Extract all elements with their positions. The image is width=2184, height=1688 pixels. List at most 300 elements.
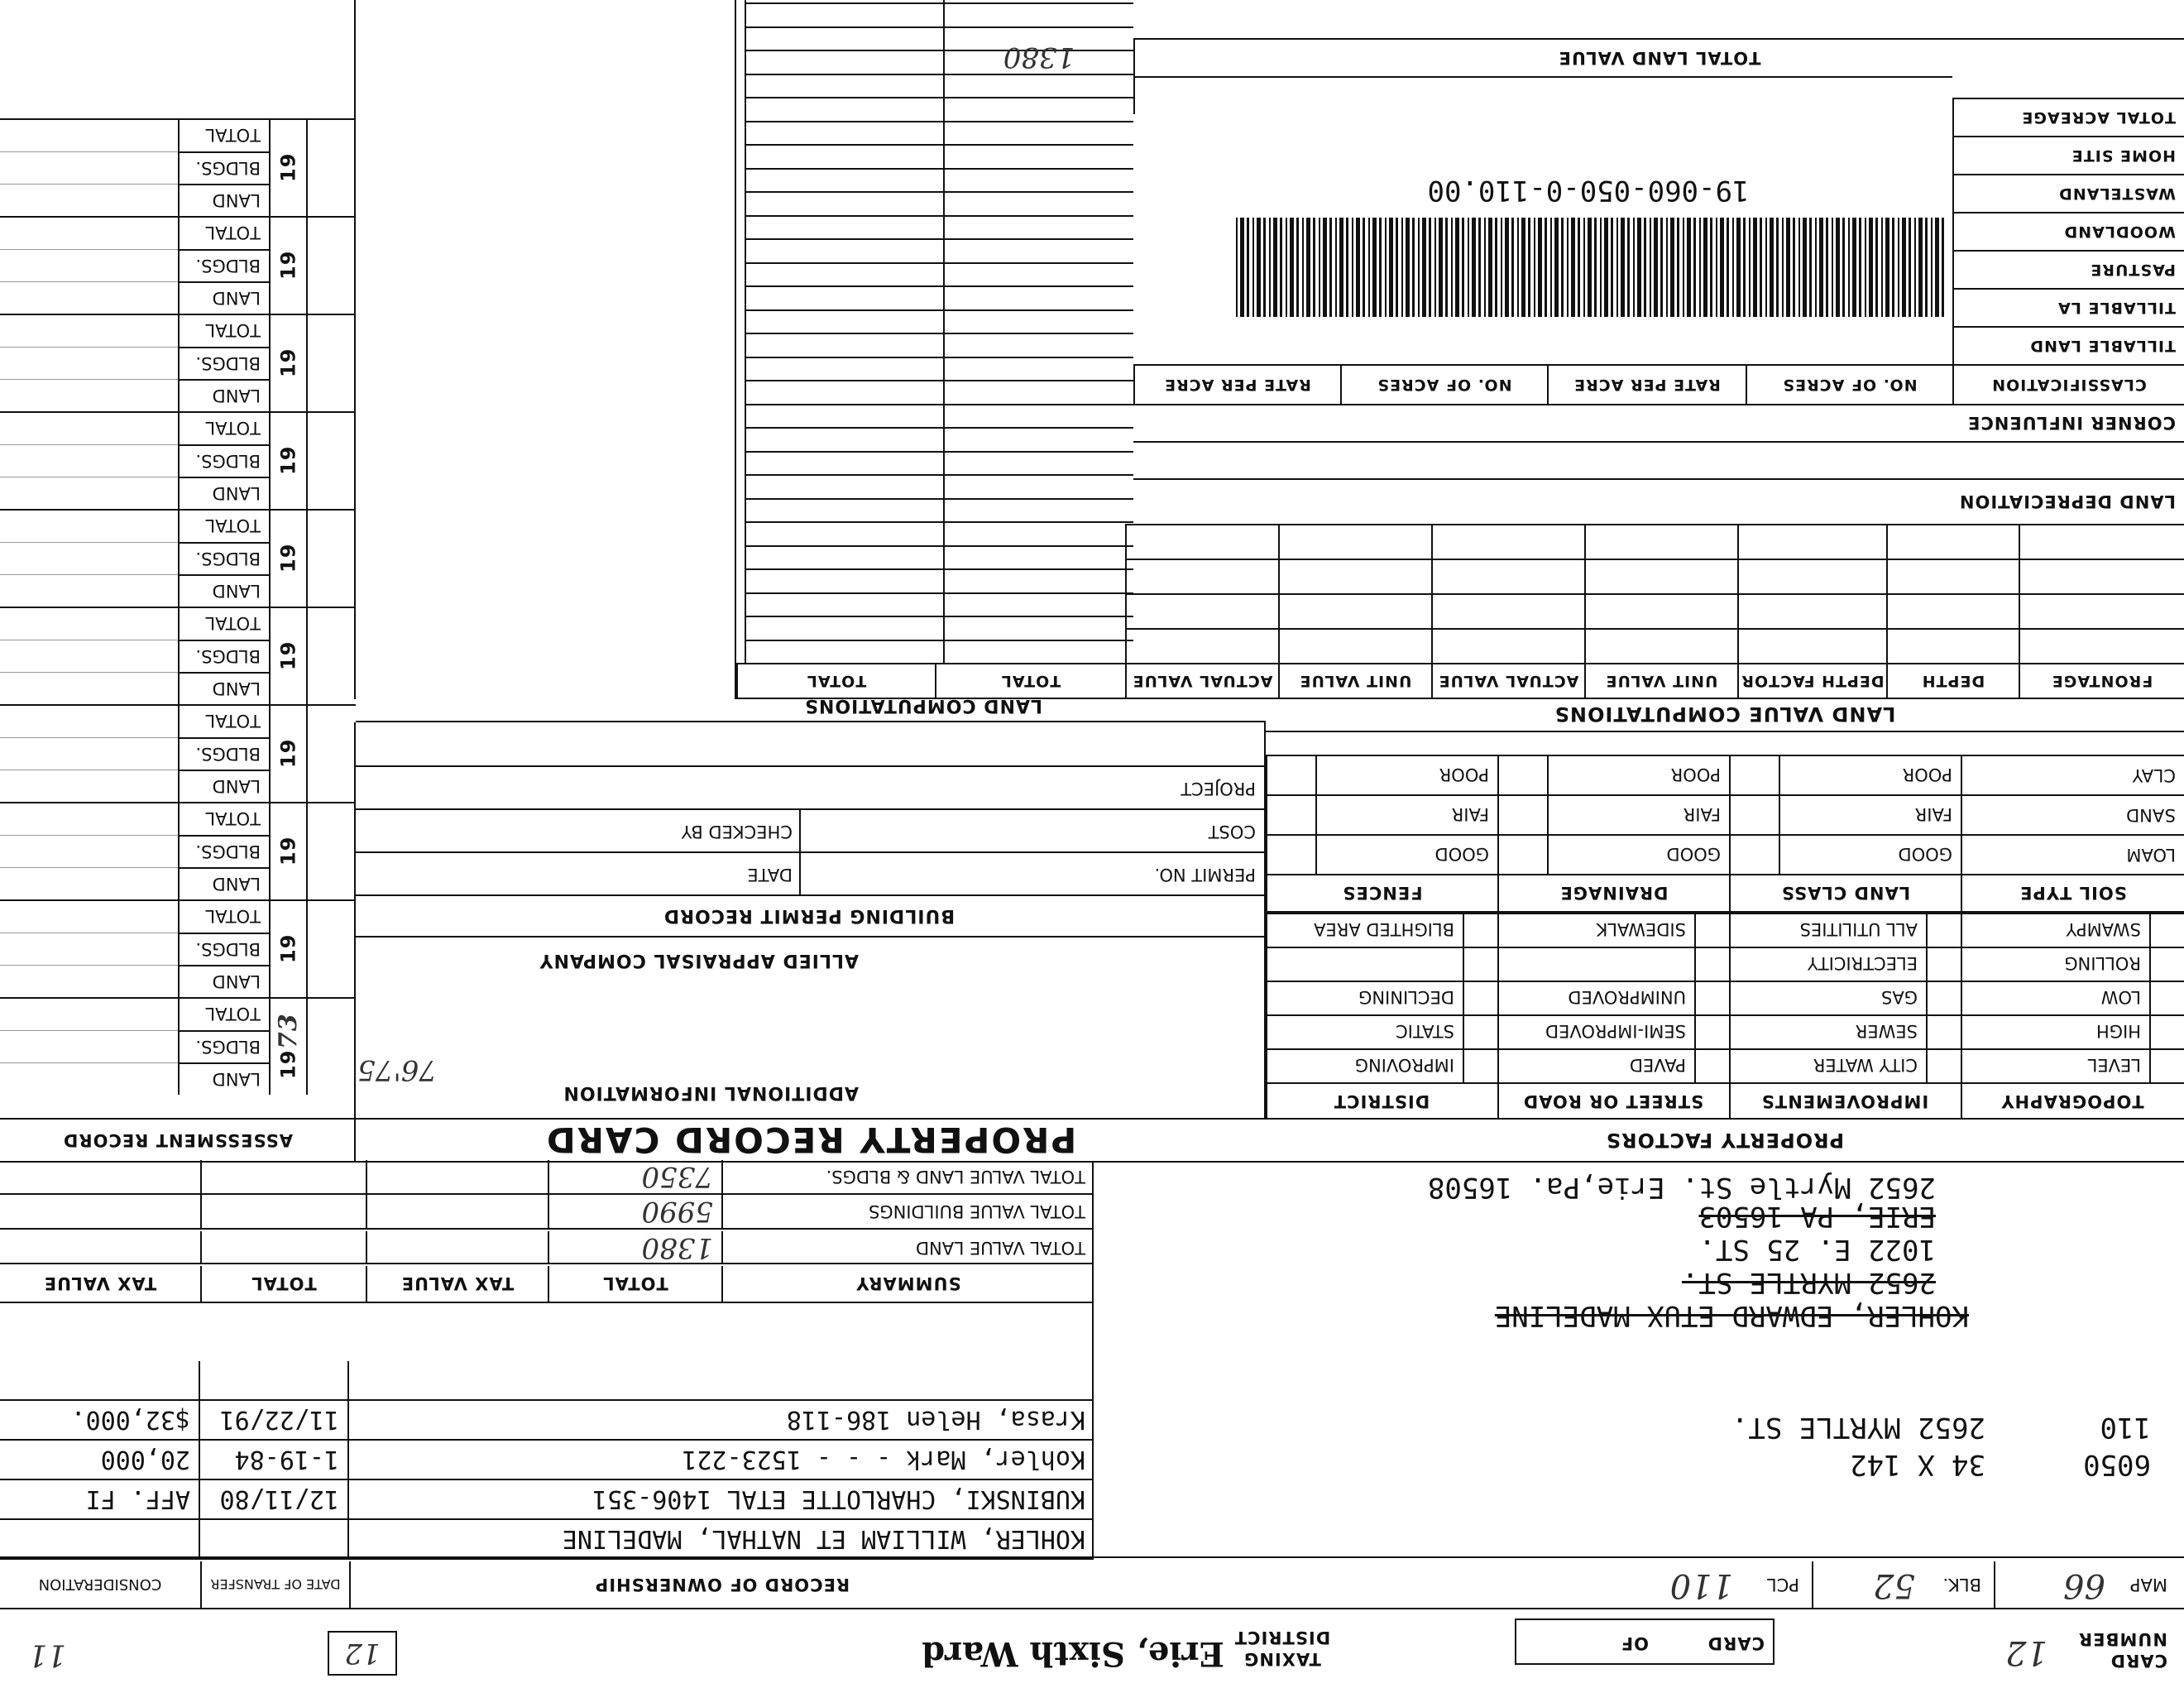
- factor-item-district: BLIGHTED AREA: [1266, 913, 1464, 947]
- owner-name: Krasa, Helen 186-118: [786, 1405, 1085, 1435]
- ownership-row: [0, 1520, 1094, 1560]
- summary-row-total-2: [200, 1231, 366, 1264]
- barcode-text: 19-060-050-0-110.00: [1427, 174, 1750, 208]
- lv-cell: [2019, 628, 2184, 663]
- property-address-struck: 2652 MYRTLE ST.: [1681, 1266, 1936, 1299]
- soil-grade: POOR: [1779, 755, 1961, 794]
- blk-cell: [1812, 1561, 1994, 1608]
- lv-column-header: UNIT VALUE: [1278, 663, 1431, 698]
- soil-header-soil_type: SOIL TYPE: [1961, 874, 2184, 911]
- permit-row-1-divider: [799, 853, 801, 896]
- assessment-value-cell: [0, 900, 178, 933]
- soil-grade-cell: [1497, 834, 1729, 874]
- summary-tax-label-2: TAX VALUE: [43, 1273, 157, 1294]
- summary-row-label: TOTAL VALUE BUILDINGS: [721, 1195, 1094, 1228]
- assessment-year: [269, 509, 306, 607]
- assessment-value-cell: [0, 119, 178, 151]
- assessment-year-margin: [306, 314, 356, 411]
- factor-column-topography: [1961, 913, 2184, 1120]
- lv-total-row: [745, 640, 1133, 663]
- factor-item-row: [1729, 947, 1961, 981]
- card-number-value: 12: [2005, 1633, 2048, 1671]
- assessment-label-1: BLDGS.: [178, 151, 269, 184]
- assessment-value-cell: [0, 737, 178, 770]
- factor-item-topography: HIGH: [1961, 1014, 2151, 1048]
- assessment-value-cell: [0, 477, 178, 509]
- factor-header-district: DISTRICT: [1266, 1082, 1497, 1120]
- assessment-year: [269, 607, 306, 704]
- consideration-value: 20,000: [0, 1441, 200, 1479]
- permit-no-label: PERMIT NO.: [1154, 865, 1256, 885]
- summary-row-total-2: [200, 1160, 366, 1193]
- lv-total-row: [745, 215, 1133, 238]
- lv-cell: [1431, 559, 1584, 593]
- pcl-label: PCL: [1766, 1575, 1799, 1594]
- assessment-year-margin: [306, 118, 356, 216]
- year-prefix: 19: [276, 640, 300, 670]
- factor-item-improvements: GAS: [1729, 981, 1928, 1014]
- soil-grade-cell: [1266, 794, 1497, 834]
- classification-row-label: HOME SITE: [1952, 136, 2184, 174]
- assessment-year-margin: [306, 411, 356, 509]
- total-land-value-amount: 1380: [943, 38, 1133, 76]
- property-address: 2652 MYRTLE ST.: [1731, 1411, 1985, 1444]
- factor-item-street: UNIMPROVED: [1497, 981, 1696, 1014]
- assessment-year: [269, 899, 306, 997]
- lv-column-header: UNIT VALUE: [1584, 663, 1737, 698]
- lv-total-row: [745, 616, 1133, 640]
- lv-total-row: [745, 309, 1133, 333]
- lv-cell: [1737, 593, 1886, 628]
- soil-row-label: SAND: [1961, 794, 2184, 834]
- assessment-value-cell: [0, 640, 178, 672]
- lv-total-row: [745, 475, 1133, 498]
- taxing-district-value: Erie, Sixth Ward: [922, 1634, 1224, 1673]
- permit-row-2: [354, 808, 1264, 853]
- land-comp-right-rule: [352, 0, 356, 699]
- permit-row-1: [354, 851, 1264, 896]
- assessment-year: [269, 997, 306, 1095]
- ownership-rows: [0, 1369, 1094, 1560]
- property-pcl: 110: [2100, 1411, 2151, 1444]
- summary-row: [0, 1230, 1094, 1264]
- soil-grade: FAIR: [1315, 794, 1497, 834]
- assessment-label-2: TOTAL: [178, 998, 269, 1030]
- lv-total-row: [745, 239, 1133, 262]
- assessment-year: [269, 411, 306, 509]
- assessment-label-1: BLDGS.: [178, 249, 269, 281]
- year-prefix: 19: [276, 348, 300, 377]
- factor-item-row: [1266, 913, 1497, 947]
- soil-grade: FAIR: [1547, 794, 1729, 834]
- year-prefix: 19: [276, 738, 300, 768]
- assessment-label-0: LAND: [178, 281, 269, 314]
- lv-column-header: DEPTH FACTOR: [1737, 663, 1886, 698]
- summary-row-tax: [366, 1195, 548, 1228]
- lv-total-row: [745, 286, 1133, 309]
- assessment-value-cell: [0, 542, 178, 574]
- barcode: [1233, 151, 1944, 317]
- permit-project-label: PROJECT: [1181, 779, 1256, 798]
- soil-grade-cell: [1497, 755, 1729, 794]
- summary-header-row: [0, 1263, 1094, 1302]
- classification-header: NO. OF ACRES: [1340, 364, 1547, 404]
- summary-title: SUMMARY: [721, 1266, 1094, 1302]
- lv-column-header: TOTAL: [935, 663, 1125, 698]
- assessment-label-0: LAND: [178, 965, 269, 997]
- assessment-year-margin: [306, 899, 356, 997]
- map-cell: [1994, 1561, 2184, 1608]
- factor-item-improvements: ALL UTILITIES: [1729, 913, 1928, 947]
- assessment-value-cell: [0, 184, 178, 216]
- factor-item-row: [1266, 947, 1497, 981]
- lv-cell: [1125, 524, 1278, 559]
- assessment-label-2: TOTAL: [178, 900, 269, 933]
- year-prefix: 19: [276, 152, 300, 182]
- soil-grade-cell: [1497, 794, 1729, 834]
- year-prefix: 19: [276, 445, 300, 475]
- assessment-year: [269, 314, 306, 411]
- factor-item-street: SEMI-IMPROVED: [1497, 1014, 1696, 1048]
- permit-row-2-divider: [799, 810, 801, 853]
- soil-grade: GOOD: [1779, 834, 1961, 874]
- assessment-value-cell: [0, 347, 178, 379]
- assessment-year-block: [0, 118, 356, 216]
- assessment-value-cell: [0, 705, 178, 737]
- map-value: 66: [2063, 1566, 2105, 1604]
- property-factors-grid: [1266, 731, 2184, 1120]
- assessment-label-1: BLDGS.: [178, 933, 269, 965]
- map-label: MAP: [2129, 1575, 2167, 1594]
- classification-header: CLASSIFICATION: [1952, 364, 2184, 404]
- assessment-label-0: LAND: [178, 379, 269, 411]
- assessment-value-cell: [0, 803, 178, 835]
- factor-item-row: [1497, 913, 1729, 947]
- lv-total-row: [745, 428, 1133, 451]
- assessment-label-1: BLDGS.: [178, 542, 269, 574]
- card-number-label: CARD NUMBER: [2077, 1629, 2167, 1671]
- land-value-title: LAND VALUE COMPUTATIONS: [1266, 698, 2184, 732]
- assessment-value-cell: [0, 217, 178, 249]
- assessment-value-cell: [0, 151, 178, 184]
- factor-item-street: PAVED: [1497, 1048, 1696, 1082]
- factor-item-improvements: SEWER: [1729, 1014, 1928, 1048]
- assessment-label-0: LAND: [178, 477, 269, 509]
- lv-cell: [1886, 593, 2019, 628]
- assessment-year-margin: [306, 216, 356, 314]
- transfer-date: 12/11/80: [200, 1480, 349, 1518]
- pcl-value: 110: [1669, 1566, 1733, 1604]
- factor-item-street: [1497, 947, 1696, 981]
- assessment-label-0: LAND: [178, 184, 269, 216]
- assessment-year-margin: [306, 997, 356, 1095]
- map-blk-pcl-row: [1094, 1556, 2184, 1609]
- lv-total-row: [745, 381, 1133, 404]
- factor-header-topography: TOPOGRAPHY: [1961, 1082, 2184, 1120]
- assessment-value-cell: [0, 672, 178, 704]
- classification-row-label: TILLABLE LA: [1952, 288, 2184, 326]
- lv-column-header: ACTUAL VALUE: [1125, 663, 1278, 698]
- factor-item-row: [1729, 1048, 1961, 1082]
- soil-header-land_class: LAND CLASS: [1729, 874, 1961, 911]
- assessment-year: [269, 704, 306, 802]
- factor-item-district: DECLINING: [1266, 981, 1464, 1014]
- year-prefix: 19: [276, 543, 300, 573]
- assessment-label-2: TOTAL: [178, 607, 269, 640]
- assessment-value-cell: [0, 867, 178, 899]
- lv-cell: [1584, 524, 1737, 559]
- card-of-box: [1515, 1618, 1774, 1665]
- lv-cell: [1278, 628, 1431, 663]
- classification-header: RATE PER ACRE: [1133, 364, 1340, 404]
- assessment-year-margin: [306, 509, 356, 607]
- lv-total-row: [745, 498, 1133, 521]
- lv-total-row: [745, 357, 1133, 380]
- assessment-year-block: [0, 704, 356, 802]
- assessment-year-block: [0, 899, 356, 997]
- summary-row-total: 1380: [548, 1231, 721, 1264]
- lv-total-row: [745, 592, 1133, 616]
- lv-cell: [1125, 559, 1278, 593]
- additional-note: 76'75: [357, 1053, 437, 1086]
- assessment-value-cell: [0, 998, 178, 1030]
- soil-grade-cell: [1266, 755, 1497, 794]
- factor-column-district: [1266, 913, 1497, 1120]
- assessment-year-margin: [306, 802, 356, 899]
- soil-grade: FAIR: [1779, 794, 1961, 834]
- assessment-value-cell: [0, 510, 178, 542]
- ownership-section: [0, 1160, 1094, 1609]
- lv-cell: [1431, 593, 1584, 628]
- factor-item-topography: LOW: [1961, 981, 2151, 1014]
- property-address-block: [1092, 1163, 2184, 1560]
- lv-total-row: [745, 545, 1133, 568]
- summary-row-tax: [366, 1160, 548, 1193]
- permit-cost-label: COST: [1208, 822, 1256, 842]
- lv-cell: [1886, 559, 2019, 593]
- building-permit-record: [354, 721, 1266, 938]
- assessment-label-2: TOTAL: [178, 803, 269, 835]
- ownership-row: [0, 1401, 1094, 1441]
- land-depreciation-blank: [1133, 441, 2184, 478]
- of-label: OF: [1620, 1633, 1649, 1653]
- summary-rows: [0, 1161, 1094, 1264]
- summary-row-total: 7350: [548, 1160, 721, 1193]
- building-permit-title: BUILDING PERMIT RECORD: [354, 894, 1264, 936]
- factor-item-topography: SWAMPY: [1961, 913, 2151, 947]
- total-land-value-label: TOTAL LAND VALUE: [1133, 38, 2184, 76]
- property-dimensions: 34 X 142: [1850, 1448, 1985, 1481]
- lv-total-row: [745, 262, 1133, 285]
- property-address-3-struck: ERIE, PA 16503: [1698, 1200, 1936, 1233]
- assessment-value-cell: [0, 835, 178, 867]
- lv-cell: [1886, 628, 2019, 663]
- assessment-label-2: TOTAL: [178, 705, 269, 737]
- assessment-label-1: BLDGS.: [178, 347, 269, 379]
- assessment-label-2: TOTAL: [178, 119, 269, 151]
- lv-total-row: [745, 192, 1133, 215]
- summary-row-label: TOTAL VALUE LAND: [721, 1231, 1094, 1264]
- factor-item-district: IMPROVING: [1266, 1048, 1464, 1082]
- lv-cell: [2019, 593, 2184, 628]
- blk-value: 52: [1873, 1566, 1915, 1604]
- assessment-year-block: [0, 802, 356, 899]
- assessment-value-cell: [0, 607, 178, 640]
- classification-header: NO. OF ACRES: [1746, 364, 1952, 404]
- classification-row-label: WOODLAND: [1952, 212, 2184, 250]
- lv-cell: [1278, 524, 1431, 559]
- assessment-year-block: [0, 411, 356, 509]
- factor-item-row: [1266, 1048, 1497, 1082]
- soil-header-drainage: DRAINAGE: [1497, 874, 1729, 911]
- factor-item-district: STATIC: [1266, 1014, 1464, 1048]
- year-suffix: 73: [274, 1013, 303, 1050]
- property-record-card-title: PROPERTY RECORD CARD: [354, 1118, 1266, 1161]
- lv-cell: [1125, 628, 1278, 663]
- permit-checked-label: CHECKED BY: [681, 822, 793, 842]
- factor-item-row: [1961, 947, 2184, 981]
- additional-info-title: ADDITIONAL INFORMATION: [563, 1082, 859, 1103]
- assessment-label-1: BLDGS.: [178, 737, 269, 770]
- factor-item-row: [1497, 981, 1729, 1014]
- factor-item-row: [1497, 947, 1729, 981]
- assessment-record-title: ASSESSMENT RECORD: [0, 1118, 356, 1161]
- classification-header: RATE PER ACRE: [1547, 364, 1746, 404]
- lv-cell: [1737, 524, 1886, 559]
- soil-row-label: CLAY: [1961, 755, 2184, 794]
- factor-item-row: [1729, 913, 1961, 947]
- property-owner-struck: KOHLER, EDWARD ETUX MADELINE: [1494, 1299, 1969, 1332]
- lv-total-row: [745, 569, 1133, 592]
- ownership-col-rule: [199, 1361, 200, 1399]
- summary-total-label-2: TOTAL: [200, 1266, 366, 1302]
- ownership-row: [0, 1361, 1094, 1401]
- barcode-bars: [1233, 218, 1944, 317]
- ownership-row: [0, 1441, 1094, 1480]
- assessment-value-cell: [0, 249, 178, 281]
- soil-grade-cell: [1266, 834, 1497, 874]
- lv-total-row: [745, 522, 1133, 545]
- assessment-value-cell: [0, 933, 178, 965]
- ownership-col-rule: [347, 1361, 349, 1399]
- factor-item-row: [1729, 1014, 1961, 1048]
- soil-grade: GOOD: [1547, 834, 1729, 874]
- lv-cell: [1584, 559, 1737, 593]
- soil-row-label: LOAM: [1961, 834, 2184, 874]
- classification-row-label: PASTURE: [1952, 250, 2184, 288]
- lv-cell: [1737, 559, 1886, 593]
- factor-item-row: [1961, 1014, 2184, 1048]
- factor-item-row: [1729, 981, 1961, 1014]
- assessment-label-0: LAND: [178, 574, 269, 607]
- lv-total-row: [745, 121, 1133, 144]
- owner-name: KOHLER, WILLIAM ET NATHAL, MADELINE: [562, 1524, 1085, 1554]
- factor-item-row: [1497, 1048, 1729, 1082]
- lv-total-row: [745, 451, 1133, 474]
- land-value-right-rule: [733, 0, 736, 699]
- blk-label: BLK.: [1942, 1575, 1981, 1594]
- consideration-value: [0, 1520, 200, 1558]
- allied-appraisal: ALLIED APPRAISAL COMPANY: [539, 950, 859, 971]
- factor-item-street: SIDEWALK: [1497, 913, 1696, 947]
- summary-row: [0, 1160, 1094, 1195]
- owner-name: Kohler, Mark - - - 1523-221: [682, 1445, 1085, 1475]
- assessment-value-cell: [0, 965, 178, 997]
- lv-total-row: [745, 98, 1133, 121]
- card-label: CARD: [1707, 1633, 1765, 1653]
- year-prefix: 19: [276, 1049, 300, 1079]
- factor-item-row: [1497, 1014, 1729, 1048]
- assessment-label-1: BLDGS.: [178, 1030, 269, 1062]
- additional-permit-section: [354, 722, 1266, 1120]
- soil-grade: GOOD: [1315, 834, 1497, 874]
- summary-tax-label: TAX VALUE: [366, 1266, 548, 1302]
- assessment-label-2: TOTAL: [178, 510, 269, 542]
- summary-total-label: TOTAL: [548, 1266, 721, 1302]
- classification-row-label: WASTELAND: [1952, 174, 2184, 212]
- assessment-label-2: TOTAL: [178, 314, 269, 347]
- land-depreciation-label: LAND DEPRECIATION: [1133, 478, 2184, 524]
- soil-grade-cell: [1729, 794, 1961, 834]
- assessment-label-0: LAND: [178, 1062, 269, 1095]
- lv-cell: [1886, 524, 2019, 559]
- transfer-date: 1-19-84: [200, 1441, 349, 1479]
- factor-item-row: [1266, 1014, 1497, 1048]
- date-of-transfer-label: DATE OF TRANSFER: [200, 1561, 349, 1608]
- lv-cell: [1584, 628, 1737, 663]
- ownership-header: [0, 1556, 1094, 1609]
- assessment-label-1: BLDGS.: [178, 640, 269, 672]
- lv-total-row: [745, 333, 1133, 357]
- lv-cell: [1431, 524, 1584, 559]
- ownership-row: [0, 1480, 1094, 1520]
- corner-far-mark: 11: [28, 1638, 66, 1671]
- soil-grade-cell: [1729, 834, 1961, 874]
- transfer-date: 11/22/91: [200, 1401, 349, 1439]
- soil-grade: POOR: [1547, 755, 1729, 794]
- lv-total-row: [745, 3, 1133, 26]
- assessment-value-cell: [0, 770, 178, 802]
- consideration-value: $32,000.: [0, 1401, 200, 1439]
- permit-row-3: [354, 765, 1264, 810]
- lv-cell: [1125, 593, 1278, 628]
- lv-total-row: [745, 145, 1133, 168]
- summary-row: [0, 1195, 1094, 1230]
- soil-grade: POOR: [1315, 755, 1497, 794]
- pcl-cell: [1564, 1561, 1812, 1608]
- lv-cell: [1584, 593, 1737, 628]
- assessment-year-margin: [306, 704, 356, 802]
- assessment-year-block: [0, 314, 356, 411]
- year-prefix: 19: [276, 933, 300, 963]
- year-prefix: 19: [276, 250, 300, 280]
- factor-column-improvements: [1729, 913, 1961, 1120]
- permit-date-label: DATE: [747, 865, 793, 885]
- lv-column-header: ACTUAL VALUE: [1431, 663, 1584, 698]
- factor-header-street: STREET OR ROAD: [1497, 1082, 1729, 1120]
- property-address-current: 2652 Myrtle St. Erie,Pa. 16508: [1427, 1171, 1936, 1204]
- factor-item-topography: LEVEL: [1961, 1048, 2151, 1082]
- factor-column-street: [1497, 913, 1729, 1120]
- land-comp-top-rule: [356, 719, 1266, 722]
- summary-table: [0, 1161, 1094, 1303]
- assessment-value-cell: [0, 412, 178, 444]
- assessment-year-margin: [306, 607, 356, 704]
- assessment-value-cell: [0, 444, 178, 477]
- assessment-record: [0, 0, 356, 1120]
- factor-item-improvements: ELECTRICITY: [1729, 947, 1928, 981]
- factor-item-row: [1266, 981, 1497, 1014]
